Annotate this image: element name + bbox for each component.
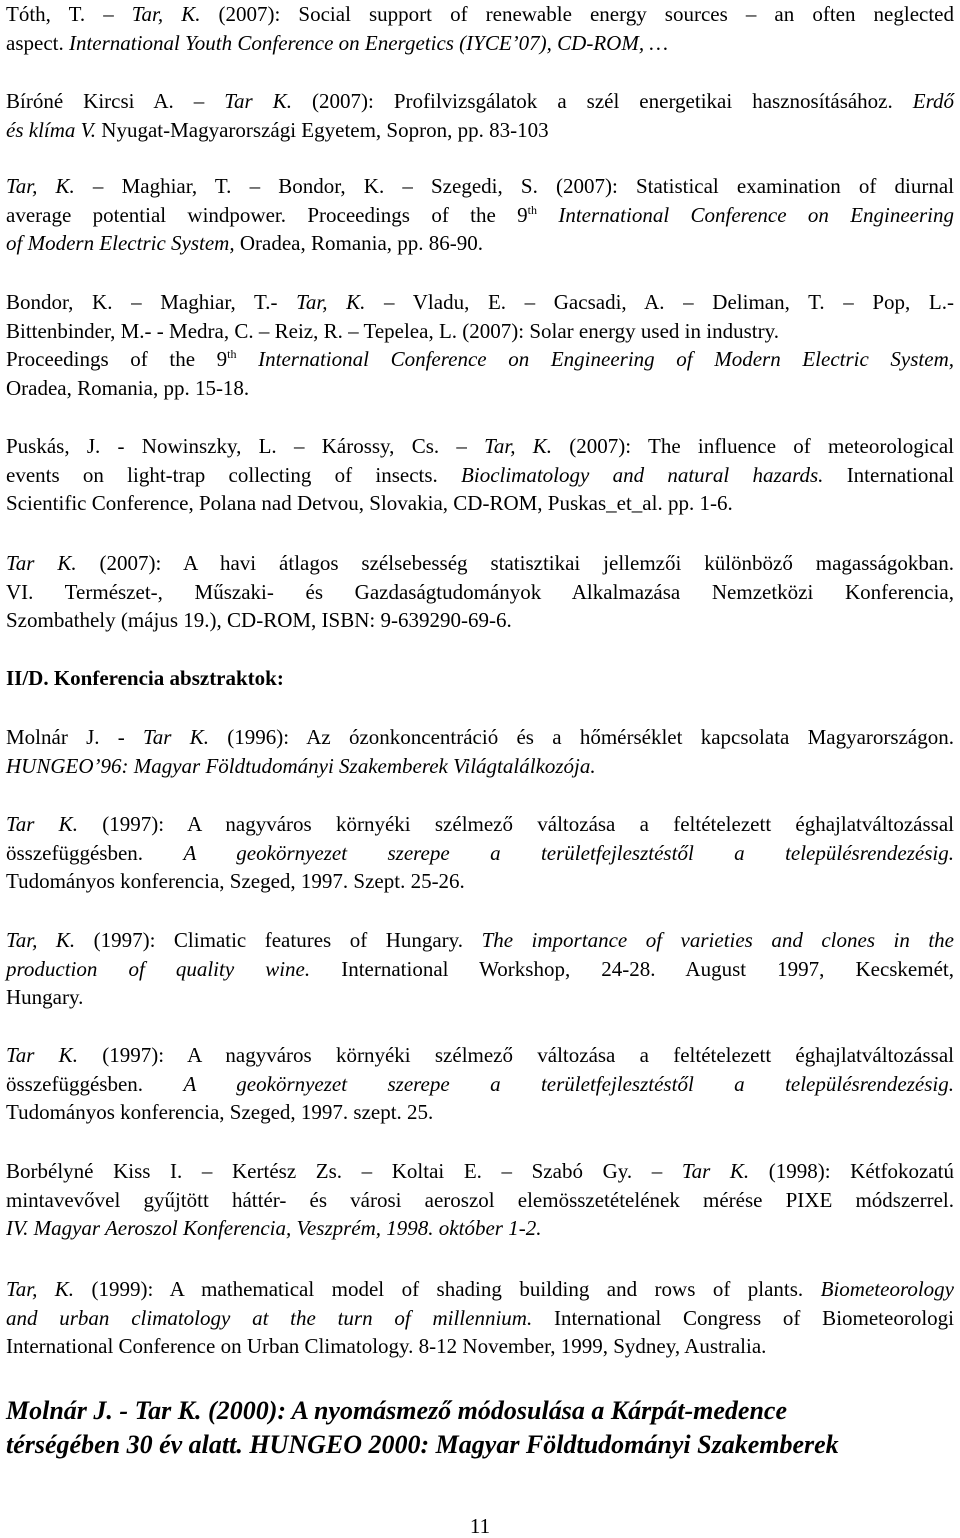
text-run: (1996): Az ózonkoncentráció és a hőmérséklet kapcsolata Magyarországon.	[209, 725, 954, 749]
italic-text: Tar K.	[143, 725, 209, 749]
text-run: Puskás, J. - Nowinszky, L. – Károssy, Cs. –	[6, 434, 485, 458]
text-run: (2007): Profilvizsgálatok a szél energetikai hasznosításához.	[291, 89, 913, 113]
reference-line	[6, 489, 954, 518]
reference-line	[6, 810, 954, 839]
text-run: average potential windpower. Proceedings of the 9	[6, 202, 528, 227]
text-run: Bíróné Kircsi A. –	[6, 89, 225, 113]
text-run: Proceedings of the 9	[6, 347, 228, 371]
text-run: Tudományos konferencia, Szeged, 1997. Szept. 25-26.	[6, 869, 465, 893]
reference-line	[6, 606, 954, 635]
reference-line	[6, 1186, 954, 1215]
italic-text: production of quality wine.	[6, 956, 311, 981]
reference-line	[6, 461, 954, 490]
text-run: mintavevővel gyűjtött háttér- és városi aeroszol elemösszetételének mérése PIXE módszerrel.	[6, 1187, 954, 1212]
text-run: Oradea, Romania, pp. 15-18.	[6, 375, 250, 400]
text-run: összefüggésben.	[6, 1071, 184, 1096]
text-run: Borbélyné Kiss I. – Kertész Zs. – Koltai E. – Szabó Gy. –	[6, 1159, 682, 1183]
reference-line	[6, 926, 954, 955]
reference-line	[6, 201, 954, 230]
text-run: International Workshop, 24-28. August 1997, Kecskemét,	[310, 956, 954, 981]
reference-line	[6, 432, 954, 461]
italic-text: Tar, K.	[6, 174, 75, 198]
reference-line	[6, 1332, 954, 1361]
text-run: Hungary.	[6, 985, 84, 1009]
text-run: International Conference on Urban Climatology. 8-12 November, 1999, Sydney, Australia.	[6, 1334, 767, 1358]
page-number: 11	[469, 1514, 491, 1538]
text-run: (2007): A havi átlagos szélsebesség statisztikai jellemzői különböző magasságokban.	[76, 551, 954, 575]
text-run: összefüggésben.	[6, 840, 184, 865]
text-run: (1998): Kétfokozatú	[749, 1159, 954, 1183]
reference-entry	[6, 549, 954, 635]
reference-line	[6, 374, 954, 403]
text-run: (2007): Social support of renewable energy sources – an often neglected	[200, 2, 954, 26]
italic-text: A geokörnyezet szerepe a területfejlesztéstől a településrendezésig.	[183, 1071, 954, 1096]
superscript: th	[227, 347, 237, 361]
text-run: International	[823, 462, 954, 487]
italic-text: HUNGEO’96: Magyar Földtudományi Szakemberek Világtalálkozója.	[6, 753, 596, 778]
text-run: (1999): A mathematical model of shading building and rows of plants.	[74, 1277, 821, 1301]
reference-line	[6, 839, 954, 868]
reference-line	[6, 955, 954, 984]
text-run: Tóth, T. –	[6, 2, 132, 26]
italic-text: International Conference on Engineering of Modern Electric System,	[258, 347, 954, 371]
superscript: th	[527, 202, 537, 217]
text-run: (1997): A nagyváros környéki szélmező változása a feltételezett éghajlatváltozással	[77, 812, 955, 836]
italic-text: Tar K.	[6, 1043, 78, 1067]
reference-line	[6, 983, 954, 1012]
italic-text: IV. Magyar Aeroszol Konferencia, Veszprém, 1998. október 1-2.	[6, 1216, 542, 1240]
reference-entry	[6, 87, 954, 144]
text-run: Tudományos konferencia, Szeged, 1997. szept. 25.	[6, 1100, 434, 1124]
reference-line	[6, 0, 954, 29]
reference-line	[6, 752, 954, 781]
reference-line	[6, 288, 954, 317]
reference-entry	[6, 432, 954, 518]
italic-text: Tar K.	[6, 812, 78, 836]
section-heading: II/D. Konferencia absztraktok:	[6, 666, 284, 690]
reference-entry	[6, 723, 954, 780]
text-run: (2007): The influence of meteorological	[552, 434, 955, 458]
reference-line	[6, 723, 954, 752]
italic-text: Tar, K.	[6, 1277, 75, 1301]
abstract-line: Molnár J. - Tar K. (2000): A nyomásmező módosulása a Kárpát-medence	[6, 1396, 788, 1425]
reference-entry	[6, 810, 954, 896]
reference-line	[6, 29, 954, 58]
italic-text: A geokörnyezet szerepe a területfejlesztéstől a településrendezésig.	[183, 840, 954, 865]
text-run: Szombathely (május 19.), CD-ROM, ISBN: 9-639290-69-6.	[6, 608, 512, 632]
italic-text: Tar, K.	[6, 928, 76, 952]
italic-text: and urban climatology at the turn of millennium.	[6, 1305, 533, 1330]
reference-line	[6, 1070, 954, 1099]
italic-text: Tar K.	[681, 1159, 750, 1183]
reference-line	[6, 549, 954, 578]
reference-line	[6, 1157, 954, 1186]
italic-text: Bioclimatology and natural hazards.	[461, 462, 824, 487]
text-run: – Vladu, E. – Gacsadi, A. – Deliman, T. – Pop, L.-	[365, 290, 954, 314]
reference-line	[6, 1275, 954, 1304]
italic-text: Erdő	[912, 89, 955, 113]
reference-line	[6, 87, 954, 116]
reference-entry	[6, 1157, 954, 1243]
text-run	[537, 203, 558, 227]
reference-line	[6, 1304, 954, 1333]
reference-line	[6, 116, 954, 145]
text-run: (1997): A nagyváros környéki szélmező változása a feltételezett éghajlatváltozással	[77, 1043, 955, 1067]
abstract-line: térségében 30 év alatt. HUNGEO 2000: Magyar Földtudományi Szakemberek	[6, 1430, 839, 1459]
reference-line	[6, 345, 954, 374]
text-run: Scientific Conference, Polana nad Detvou, Slovakia, CD-ROM, Puskas_et_al. pp. 1-6.	[6, 491, 733, 515]
reference-line	[6, 867, 954, 896]
italic-text: International Conference on Engineering	[558, 202, 955, 227]
text-run: Molnár J. -	[6, 725, 144, 749]
reference-line	[6, 1098, 954, 1127]
italic-text: Tar, K.	[484, 434, 553, 458]
text-run: Oradea, Romania, pp. 86-90.	[234, 231, 484, 255]
reference-entry	[6, 172, 954, 258]
reference-entry	[6, 0, 954, 57]
text-run	[237, 347, 259, 371]
text-run: events on light-trap collecting of insects.	[6, 462, 462, 487]
reference-entry	[6, 1041, 954, 1127]
text-run: Bondor, K. – Maghiar, T.-	[6, 290, 297, 314]
abstract-entry-bold	[6, 1394, 954, 1462]
reference-line	[6, 1041, 954, 1070]
reference-entry	[6, 926, 954, 1012]
italic-text: The importance of varieties and clones in the	[481, 928, 954, 952]
text-run: VI. Természet-, Műszaki- és Gazdaságtudományok Alkalmazása Nemzetközi Konferencia,	[6, 579, 954, 604]
text-run: aspect.	[6, 30, 69, 55]
reference-line	[6, 578, 954, 607]
reference-line	[6, 317, 954, 346]
italic-text: International Youth Conference on Energetics (IYCE’07), CD-ROM, …	[68, 30, 668, 55]
text-run: Bittenbinder, M.- - Medra, C. – Reiz, R. – Tepelea, L. (2007): Solar energy used in industry.	[6, 318, 779, 343]
text-run: (1997): Climatic features of Hungary.	[75, 928, 482, 952]
text-run: International Congress of Biometeorologi	[532, 1305, 954, 1330]
italic-text: Tar K.	[224, 89, 292, 113]
reference-line	[6, 172, 954, 201]
italic-text: Tar, K.	[131, 2, 201, 26]
italic-text: Tar K.	[6, 551, 77, 575]
text-run: – Maghiar, T. – Bondor, K. – Szegedi, S. (2007): Statistical examination of diurnal	[74, 174, 954, 198]
italic-text: of Modern Electric System,	[6, 231, 235, 255]
text-run: Nyugat-Magyarországi Egyetem, Sopron, pp. 83-103	[96, 117, 549, 142]
italic-text: Tar, K.	[296, 290, 366, 314]
italic-text: Biometeorology	[820, 1277, 954, 1301]
reference-entry	[6, 288, 954, 402]
reference-entry	[6, 1275, 954, 1361]
italic-text: és klíma V.	[6, 117, 97, 142]
reference-line	[6, 1214, 954, 1243]
reference-line	[6, 229, 954, 258]
